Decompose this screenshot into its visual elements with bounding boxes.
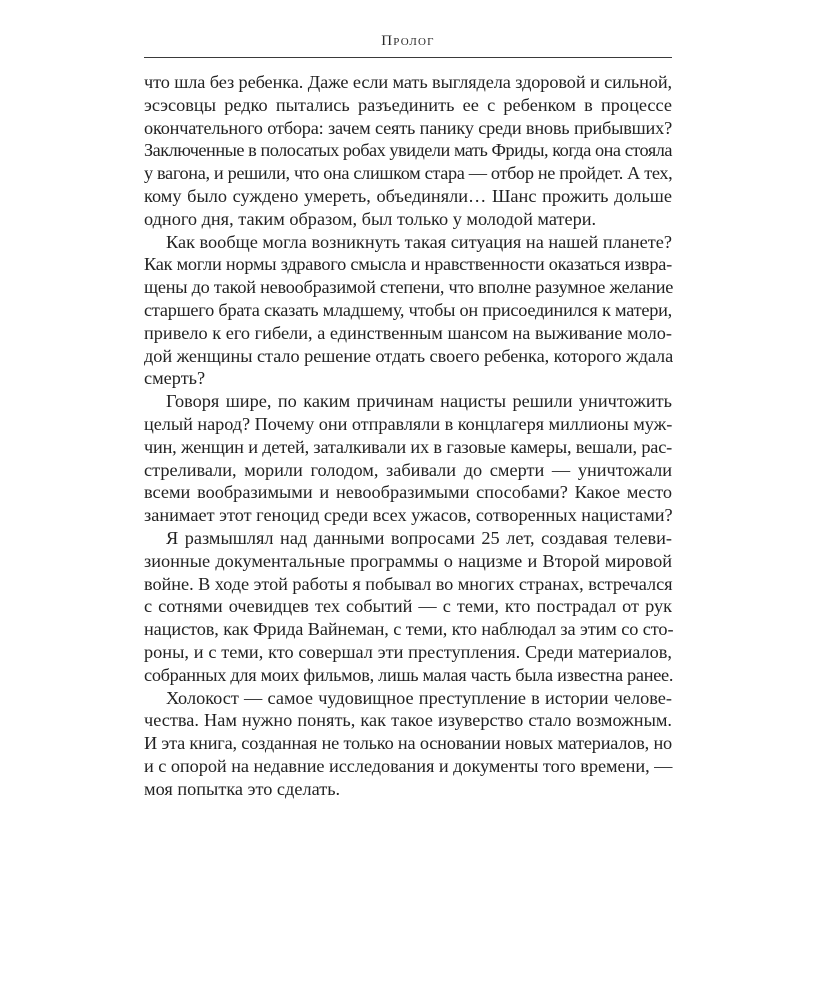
text-line: Говоря шире, по каким причинам нацисты решили уничтожить bbox=[166, 391, 672, 412]
text-line: с сотнями очевидцев тех событий — с теми, кто пострадал от рук bbox=[144, 596, 672, 617]
body-text bbox=[144, 71, 672, 801]
paragraph bbox=[144, 687, 672, 801]
paragraph bbox=[144, 527, 672, 687]
text-line: что шла без ребенка. Даже если мать выглядела здоровой и сильной, bbox=[144, 72, 672, 92]
text-line: нацистов, как Фрида Вайнеман, с теми, кто наблюдал за этим со сто- bbox=[144, 619, 674, 640]
text-line: окончательного отбора: зачем сеять панику среди вновь прибывших? bbox=[144, 117, 672, 138]
text-line: привело к его гибели, а единственным шансом на выживание моло- bbox=[144, 322, 672, 343]
text-line: занимает этот геноцид среди всех ужасов, сотворенных нацистами? bbox=[144, 505, 673, 526]
text-line: И эта книга, созданная не только на основании новых материалов, но bbox=[144, 733, 672, 754]
text-line: Холокост — самое чудовищное преступление в истории челове- bbox=[166, 687, 672, 708]
text-line: эсэсовцы редко пытались разъединить ее с ребенком в процессе bbox=[144, 94, 672, 115]
text-line: Как могли нормы здравого смысла и нравственности оказаться извра- bbox=[144, 254, 672, 275]
text-line: одного дня, таким образом, был только у молодой матери. bbox=[144, 208, 597, 229]
running-head-title: Пролог bbox=[381, 33, 435, 49]
text-line: чин, женщин и детей, заталкивали их в газовые камеры, вешали, рас- bbox=[144, 436, 672, 457]
text-line: и с опорой на недавние исследования и документы того времени, — bbox=[144, 755, 673, 776]
text-line: роны, и с теми, кто совершал эти преступления. Среди материалов, bbox=[144, 641, 672, 662]
text-line: моя попытка это сделать. bbox=[144, 778, 341, 799]
text-line: кому было суждено умереть, объединяли… Шанс прожить дольше bbox=[144, 185, 672, 206]
text-line: стреливали, морили голодом, забивали до смерти — уничтожали bbox=[144, 459, 672, 480]
text-line: Заключенные в полосатых робах увидели мать Фриды, когда она стояла bbox=[144, 140, 672, 161]
text-line: чества. Нам нужно понять, как такое изуверство стало возможным. bbox=[144, 710, 672, 731]
text-line: старшего брата сказать младшему, чтобы он присоединился к матери, bbox=[144, 299, 672, 320]
text-line: войне. В ходе этой работы я побывал во многих странах, встречался bbox=[144, 573, 673, 594]
text-line: у вагона, и решили, что она слишком стара — отбор не пройдет. А тех, bbox=[144, 163, 673, 184]
text-line: целый народ? Почему они отправляли в концлагеря миллионы муж- bbox=[144, 413, 673, 434]
text-line: Как вообще могла возникнуть такая ситуация на нашей планете? bbox=[166, 231, 672, 252]
text-line: собранных для моих фильмов, лишь малая часть была известна ранее. bbox=[144, 664, 674, 685]
paragraph bbox=[144, 71, 672, 231]
paragraph bbox=[144, 231, 672, 391]
text-line: зионные документальные программы о нацизме и Второй мировой bbox=[144, 550, 672, 571]
paragraph bbox=[144, 390, 672, 527]
text-line: смерть? bbox=[144, 368, 206, 389]
text-line: щены до такой невообразимой степени, что вполне разумное желание bbox=[144, 277, 674, 298]
header-rule bbox=[144, 57, 672, 58]
text-line: всеми вообразимыми и невообразимыми способами? Какое место bbox=[144, 482, 672, 503]
text-line: дой женщины стало решение отдать своего ребенка, которого ждала bbox=[144, 345, 674, 366]
text-line: Я размышлял над данными вопросами 25 лет, создавая телеви- bbox=[166, 527, 672, 548]
